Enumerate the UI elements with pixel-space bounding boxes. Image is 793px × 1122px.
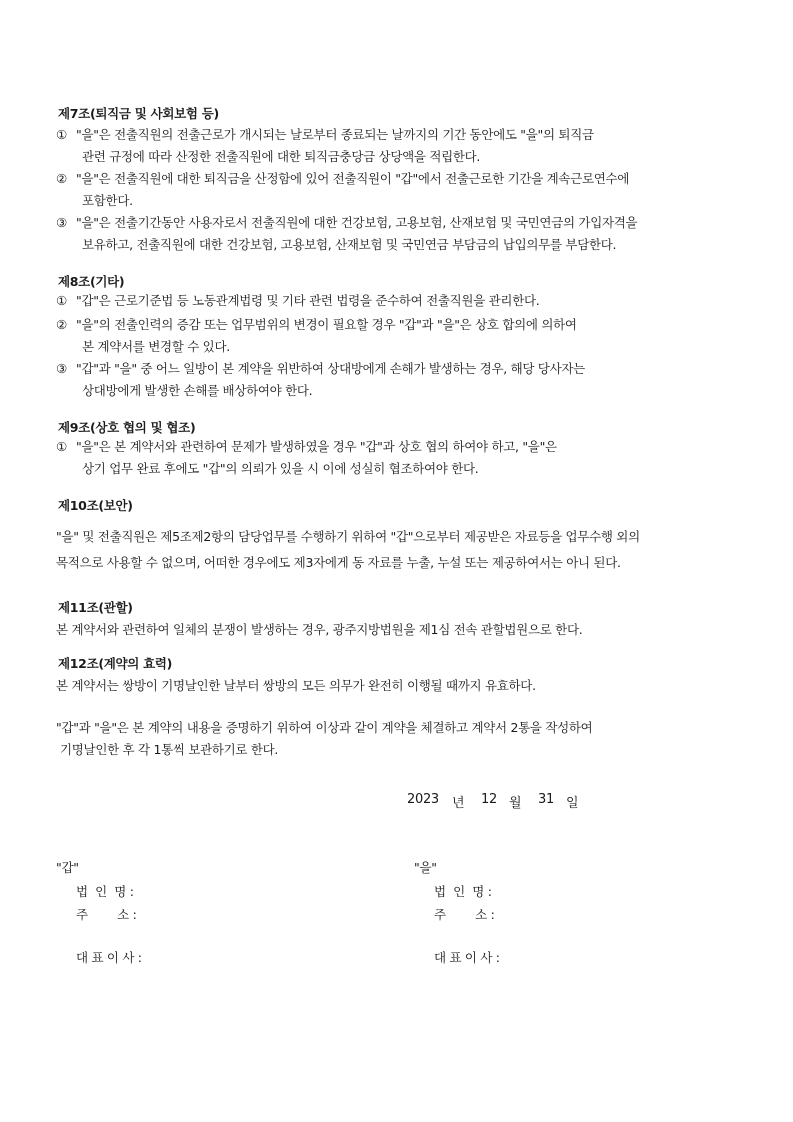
article-8-item-1 [56, 290, 746, 312]
item-line: "을"은 전출직원에 대한 퇴직금을 산정함에 있어 전출직원이 "갑"에서 전출근로한 기간을 계속근로연수에 [76, 171, 630, 186]
party-a-address-field: 주 소 : [76, 907, 137, 922]
date-day-unit: 일 [566, 796, 579, 811]
item-number: ③ [56, 215, 67, 230]
item-number: ② [56, 171, 67, 186]
date-month: 12 [481, 792, 497, 807]
party-a-label: "갑" [56, 860, 79, 875]
item-line: 상기 업무 완료 후에도 "갑"의 의뢰가 있을 시 이에 성실히 협조하여야 한다. [82, 461, 479, 476]
item-line: "을"의 전출인력의 증감 또는 업무범위의 변경이 필요할 경우 "갑"과 "을"은 상호 합의에 의하여 [76, 317, 577, 332]
article-7-item-1 [56, 124, 746, 168]
item-number: ③ [56, 361, 67, 376]
date-year: 2023 [407, 792, 439, 807]
item-line: "을"은 본 계약서와 관련하여 문제가 발생하였을 경우 "갑"과 상호 협의 하여야 하고, "을"은 [76, 439, 557, 454]
item-line: 보유하고, 전출직원에 대한 건강보험, 고용보험, 산재보험 및 국민연금 부담금의 납입의무를 부담한다. [82, 237, 617, 252]
item-line: 상대방에게 발생한 손해를 배상하여야 한다. [82, 383, 313, 398]
party-b-address-field: 주 소 : [434, 907, 495, 922]
item-line: 포함한다. [82, 193, 133, 208]
item-line: 관련 규정에 따라 산정한 전출직원에 대한 퇴직금충당금 상당액을 적립한다. [82, 149, 481, 164]
item-line: "을"은 전출기간동안 사용자로서 전출직원에 대한 건강보험, 고용보험, 산재보험 및 국민연금의 가입자격을 [76, 215, 638, 230]
party-b-label: "을" [414, 860, 437, 875]
article-10-body [56, 524, 746, 576]
article-11-body: 본 계약서와 관련하여 일체의 분쟁이 발생하는 경우, 광주지방법원을 제1심 전속 관할법원으로 한다. [56, 622, 583, 637]
article-9-heading: 제9조(상호 협의 및 협조) [58, 420, 196, 435]
article-12-body: 본 계약서는 쌍방이 기명날인한 날부터 쌍방의 모든 의무가 완전히 이행될 때까지 유효하다. [56, 678, 536, 693]
item-line: "갑"과 "을" 중 어느 일방이 본 계약을 위반하여 상대방에게 손해가 발생하는 경우, 해당 당사자는 [76, 361, 585, 376]
party-a-representative-field: 대 표 이 사 : [76, 950, 142, 965]
article-8-heading: 제8조(기타) [58, 274, 125, 289]
article-7-heading: 제7조(퇴직금 및 사회보험 등) [58, 106, 219, 121]
article-12-heading: 제12조(계약의 효력) [58, 656, 173, 671]
date-day: 31 [538, 792, 554, 807]
item-number: ① [56, 439, 67, 454]
party-b-corp-name-field: 법 인 명 : [434, 884, 492, 899]
article-7-item-3 [56, 212, 746, 256]
paragraph-line: 목적으로 사용할 수 없으며, 어떠한 경우에도 제3자에게 동 자료를 누출, 누설 또는 제공하여서는 아니 된다. [56, 555, 621, 570]
item-line: 본 계약서를 변경할 수 있다. [82, 339, 230, 354]
article-7-item-2 [56, 168, 746, 212]
article-8-item-2 [56, 314, 746, 358]
item-line: "갑"은 근로기준법 등 노동관계법령 및 기타 관련 법령을 준수하여 전출직원을 관리한다. [76, 293, 540, 308]
closing-line-2: 기명날인한 후 각 1통씩 보관하기로 한다. [60, 742, 279, 757]
article-8-item-3 [56, 358, 746, 402]
article-11-heading: 제11조(관할) [58, 600, 133, 615]
date-month-unit: 월 [509, 796, 522, 811]
paragraph-line: "을" 및 전출직원은 제5조제2항의 담당업무를 수행하기 위하여 "갑"으로부터 제공받은 자료등을 업무수행 외의 [56, 529, 640, 544]
article-9-item-1 [56, 436, 746, 480]
date-year-unit: 년 [452, 796, 465, 811]
closing-line-1: "갑"과 "을"은 본 계약의 내용을 증명하기 위하여 이상과 같이 계약을 체결하고 계약서 2통을 작성하여 [56, 720, 593, 735]
item-number: ① [56, 127, 67, 142]
party-b-representative-field: 대 표 이 사 : [434, 950, 500, 965]
article-10-heading: 제10조(보안) [58, 498, 133, 513]
item-line: "을"은 전출직원의 전출근로가 개시되는 날로부터 종료되는 날까지의 기간 동안에도 "을"의 퇴직금 [76, 127, 594, 142]
item-number: ② [56, 317, 67, 332]
item-number: ① [56, 293, 67, 308]
party-a-corp-name-field: 법 인 명 : [76, 884, 134, 899]
